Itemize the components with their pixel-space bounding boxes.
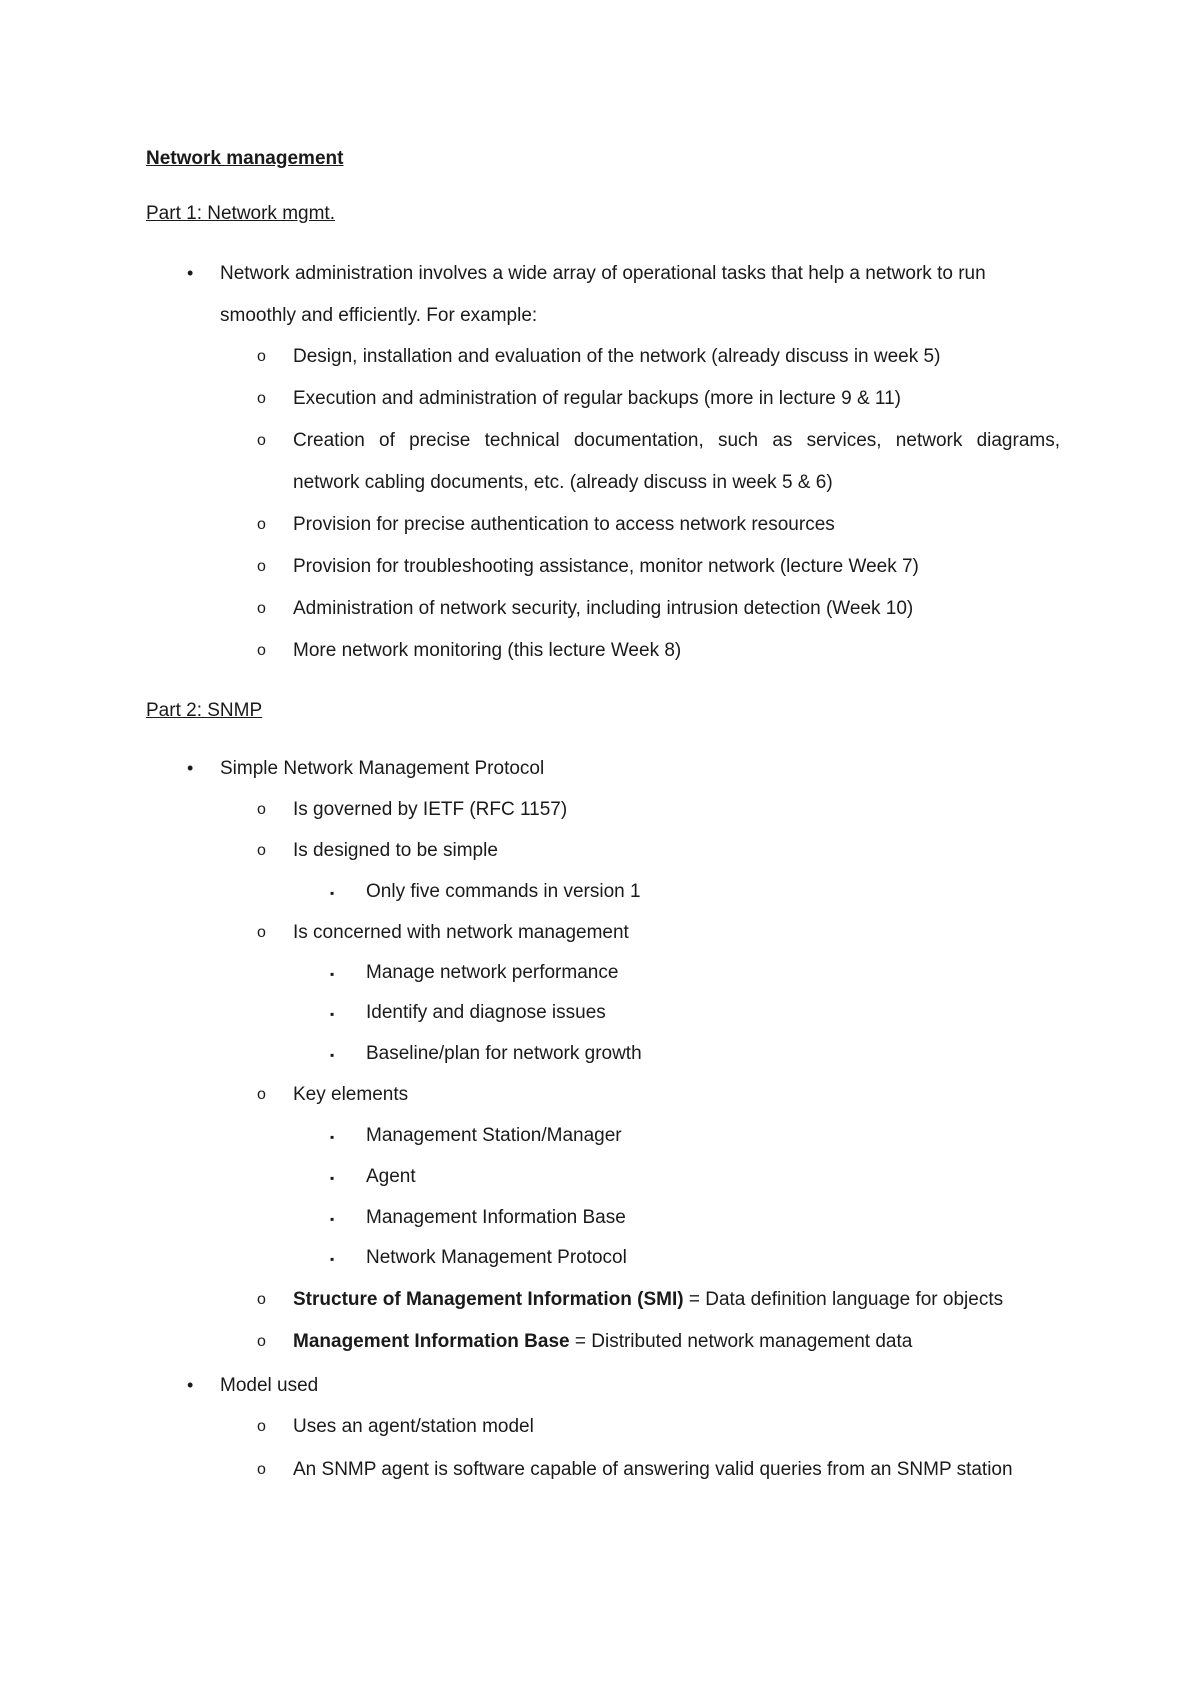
bullet-dot-icon: • (187, 1375, 194, 1395)
bullet-o-icon: o (257, 842, 266, 859)
snmp-concerned: Is concerned with network management (293, 922, 629, 943)
bullet-o-icon: o (257, 1333, 266, 1350)
bullet-o-icon: o (257, 600, 266, 617)
bullet-dot-icon: • (187, 263, 194, 283)
bullet-square-icon: ▪ (330, 967, 335, 981)
snmp-mib-term: Management Information Base (293, 1331, 570, 1352)
part1-item: Provision for precise authentication to access network resources (293, 514, 835, 535)
snmp-smi-term: Structure of Management Information (SMI) (293, 1289, 684, 1310)
bullet-o-icon: o (257, 558, 266, 575)
bullet-o-icon: o (257, 390, 266, 407)
part1-item-continuation: network cabling documents, etc. (already discuss in week 5 & 6) (293, 472, 833, 493)
bullet-square-icon: ▪ (330, 1252, 335, 1266)
part1-item: Design, installation and evaluation of the network (already discuss in week 5) (293, 346, 941, 367)
bullet-o-icon: o (257, 432, 266, 449)
model-item: Uses an agent/station model (293, 1416, 534, 1437)
model-label: Model used (220, 1375, 319, 1396)
snmp-smi (293, 1289, 1003, 1311)
snmp-smi-definition: = Data definition language for objects (683, 1289, 1004, 1310)
snmp-governed: Is governed by IETF (RFC 1157) (293, 799, 568, 820)
part1-item: More network monitoring (this lecture Week 8) (293, 640, 682, 661)
part1-item: Execution and administration of regular backups (more in lecture 9 & 11) (293, 388, 901, 409)
snmp-mib-definition: = Distributed network management data (569, 1331, 913, 1352)
part1-bullet-line1: Network administration involves a wide array of operational tasks that help a network to run (220, 263, 986, 284)
bullet-o-icon: o (257, 1461, 266, 1478)
part1-item: Administration of network security, including intrusion detection (Week 10) (293, 598, 914, 619)
snmp-key-element: Agent (366, 1166, 416, 1187)
snmp-concerned-sub: Manage network performance (366, 962, 619, 983)
part2-heading: Part 2: SNMP (146, 700, 263, 721)
bullet-o-icon: o (257, 924, 266, 941)
snmp-key-elements: Key elements (293, 1084, 409, 1105)
snmp-key-element: Management Information Base (366, 1207, 626, 1228)
document-title: Network management (146, 148, 344, 169)
snmp-designed: Is designed to be simple (293, 840, 498, 861)
bullet-square-icon: ▪ (330, 1048, 335, 1062)
snmp-key-element: Network Management Protocol (366, 1247, 627, 1268)
bullet-square-icon: ▪ (330, 1212, 335, 1226)
bullet-square-icon: ▪ (330, 886, 335, 900)
bullet-o-icon: o (257, 642, 266, 659)
part1-item: Provision for troubleshooting assistance, monitor network (lecture Week 7) (293, 556, 919, 577)
snmp-designed-sub: Only five commands in version 1 (366, 881, 641, 902)
bullet-o-icon: o (257, 1418, 266, 1435)
bullet-dot-icon: • (187, 758, 194, 778)
part1-heading: Part 1: Network mgmt. (146, 203, 335, 224)
snmp-label: Simple Network Management Protocol (220, 758, 545, 779)
snmp-key-element: Management Station/Manager (366, 1125, 622, 1146)
bullet-o-icon: o (257, 1291, 266, 1308)
part1-item: Creation of precise technical documentation, such as services, network diagrams, (293, 430, 1060, 451)
bullet-o-icon: o (257, 348, 266, 365)
model-item: An SNMP agent is software capable of answering valid queries from an SNMP station (293, 1459, 1013, 1480)
snmp-mib (293, 1331, 912, 1353)
bullet-o-icon: o (257, 516, 266, 533)
snmp-concerned-sub: Baseline/plan for network growth (366, 1043, 642, 1064)
snmp-concerned-sub: Identify and diagnose issues (366, 1002, 606, 1023)
bullet-square-icon: ▪ (330, 1007, 335, 1021)
bullet-o-icon: o (257, 801, 266, 818)
bullet-square-icon: ▪ (330, 1171, 335, 1185)
bullet-o-icon: o (257, 1086, 266, 1103)
bullet-square-icon: ▪ (330, 1130, 335, 1144)
part1-bullet-line2: smoothly and efficiently. For example: (220, 305, 538, 326)
